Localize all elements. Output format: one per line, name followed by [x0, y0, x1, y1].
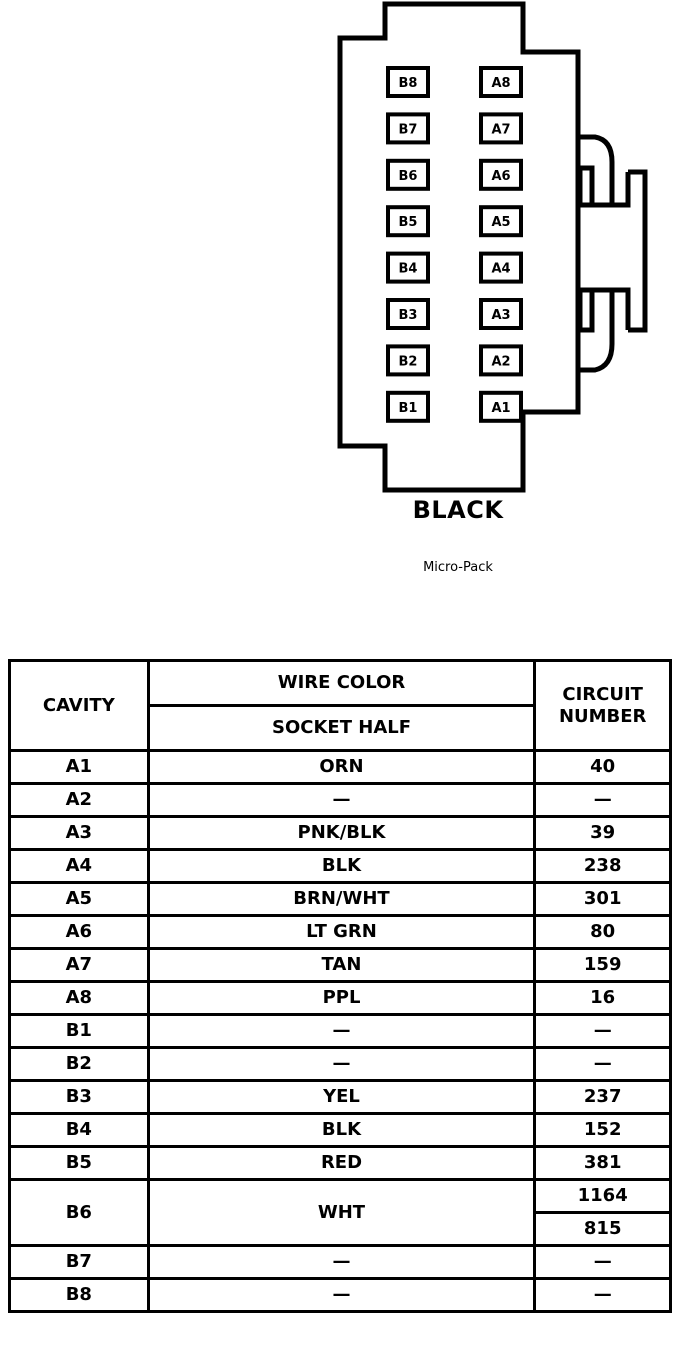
cavity-label: A6: [491, 168, 511, 184]
circuit-number-cell: —: [535, 784, 671, 817]
cavity-label: B2: [398, 354, 418, 370]
cavity-cell: B4: [10, 1114, 149, 1147]
cavity-cell: A7: [10, 949, 149, 982]
cavity-label: A1: [491, 400, 511, 416]
cavity-cell: B1: [10, 1015, 149, 1048]
table-row: [10, 949, 671, 982]
cavity-grid: [388, 68, 521, 421]
cavity-cell: A6: [10, 916, 149, 949]
circuit-number-cell: 159: [535, 949, 671, 982]
cavity-label: B7: [398, 122, 418, 138]
connector-diagram: [0, 0, 688, 500]
cavity-label: B1: [398, 400, 418, 416]
cavity-label: A2: [491, 354, 511, 370]
cavity-label: A4: [491, 261, 511, 277]
connector-housing: [340, 4, 578, 490]
circuit-number-cell: 80: [535, 916, 671, 949]
wire-color-cell: —: [148, 1048, 535, 1081]
circuit-number-cell: 39: [535, 817, 671, 850]
circuit-number-cell: 16: [535, 982, 671, 1015]
cavity-cell: B2: [10, 1048, 149, 1081]
table-row: [10, 1180, 671, 1213]
table-row: [10, 817, 671, 850]
table-row: [10, 784, 671, 817]
connector-type-label: Micro-Pack: [423, 560, 493, 575]
table-row: [10, 1081, 671, 1114]
wire-color-cell: RED: [148, 1147, 535, 1180]
header-cavity: CAVITY: [10, 661, 149, 751]
cavity-label: A7: [491, 122, 511, 138]
table-row: [10, 751, 671, 784]
pinout-table: [8, 659, 672, 1313]
wire-color-cell: PNK/BLK: [148, 817, 535, 850]
cavity-cell: B8: [10, 1279, 149, 1312]
cavity-cell: A8: [10, 982, 149, 1015]
cavity-label: B8: [398, 76, 418, 91]
table-row: [10, 1048, 671, 1081]
circuit-number-cell: 238: [535, 850, 671, 883]
circuit-number-cell: —: [535, 1015, 671, 1048]
wire-color-cell: PPL: [148, 982, 535, 1015]
circuit-number-cell: 237: [535, 1081, 671, 1114]
connector-color-label: BLACK: [412, 496, 504, 524]
circuit-number-cell: 40: [535, 751, 671, 784]
wire-color-cell: TAN: [148, 949, 535, 982]
circuit-number-cell: —: [535, 1279, 671, 1312]
cavity-label: B3: [398, 308, 418, 323]
cavity-cell: B5: [10, 1147, 149, 1180]
cavity-cell: A3: [10, 817, 149, 850]
cavity-cell: B6: [10, 1180, 149, 1246]
circuit-number-cell: 815: [535, 1213, 671, 1246]
cavity-label: A3: [491, 308, 511, 323]
cavity-cell: B3: [10, 1081, 149, 1114]
table-row: [10, 883, 671, 916]
header-socket-half: SOCKET HALF: [148, 706, 535, 751]
circuit-number-cell: —: [535, 1246, 671, 1279]
wire-color-cell: —: [148, 784, 535, 817]
wire-color-cell: BLK: [148, 1114, 535, 1147]
cavity-label: B6: [398, 168, 418, 184]
cavity-label: A8: [491, 76, 511, 91]
header-circuit-number: CIRCUIT NUMBER: [535, 661, 671, 751]
cavity-cell: A5: [10, 883, 149, 916]
locking-latch: [578, 137, 645, 370]
cavity-cell: B7: [10, 1246, 149, 1279]
cavity-label: B5: [398, 215, 418, 231]
wire-color-cell: WHT: [148, 1180, 535, 1246]
circuit-number-cell: 152: [535, 1114, 671, 1147]
circuit-number-cell: 381: [535, 1147, 671, 1180]
table-row: [10, 1015, 671, 1048]
wire-color-cell: —: [148, 1279, 535, 1312]
pinout-rows: [10, 751, 671, 1312]
header-wire-color: WIRE COLOR: [148, 661, 535, 706]
table-row: [10, 850, 671, 883]
table-row: [10, 1114, 671, 1147]
cavity-label: A5: [491, 215, 511, 231]
cavity-cell: A4: [10, 850, 149, 883]
wire-color-cell: YEL: [148, 1081, 535, 1114]
table-row: [10, 1246, 671, 1279]
wire-color-cell: LT GRN: [148, 916, 535, 949]
wire-color-cell: —: [148, 1246, 535, 1279]
cavity-label: B4: [398, 261, 418, 277]
wire-color-cell: —: [148, 1015, 535, 1048]
cavity-cell: A1: [10, 751, 149, 784]
circuit-number-cell: —: [535, 1048, 671, 1081]
table-row: [10, 982, 671, 1015]
circuit-number-cell: 301: [535, 883, 671, 916]
table-row: [10, 916, 671, 949]
circuit-number-cell: 1164: [535, 1180, 671, 1213]
table-row: [10, 1279, 671, 1312]
wire-color-cell: BRN/WHT: [148, 883, 535, 916]
wire-color-cell: BLK: [148, 850, 535, 883]
cavity-cell: A2: [10, 784, 149, 817]
table-row: [10, 1147, 671, 1180]
wire-color-cell: ORN: [148, 751, 535, 784]
